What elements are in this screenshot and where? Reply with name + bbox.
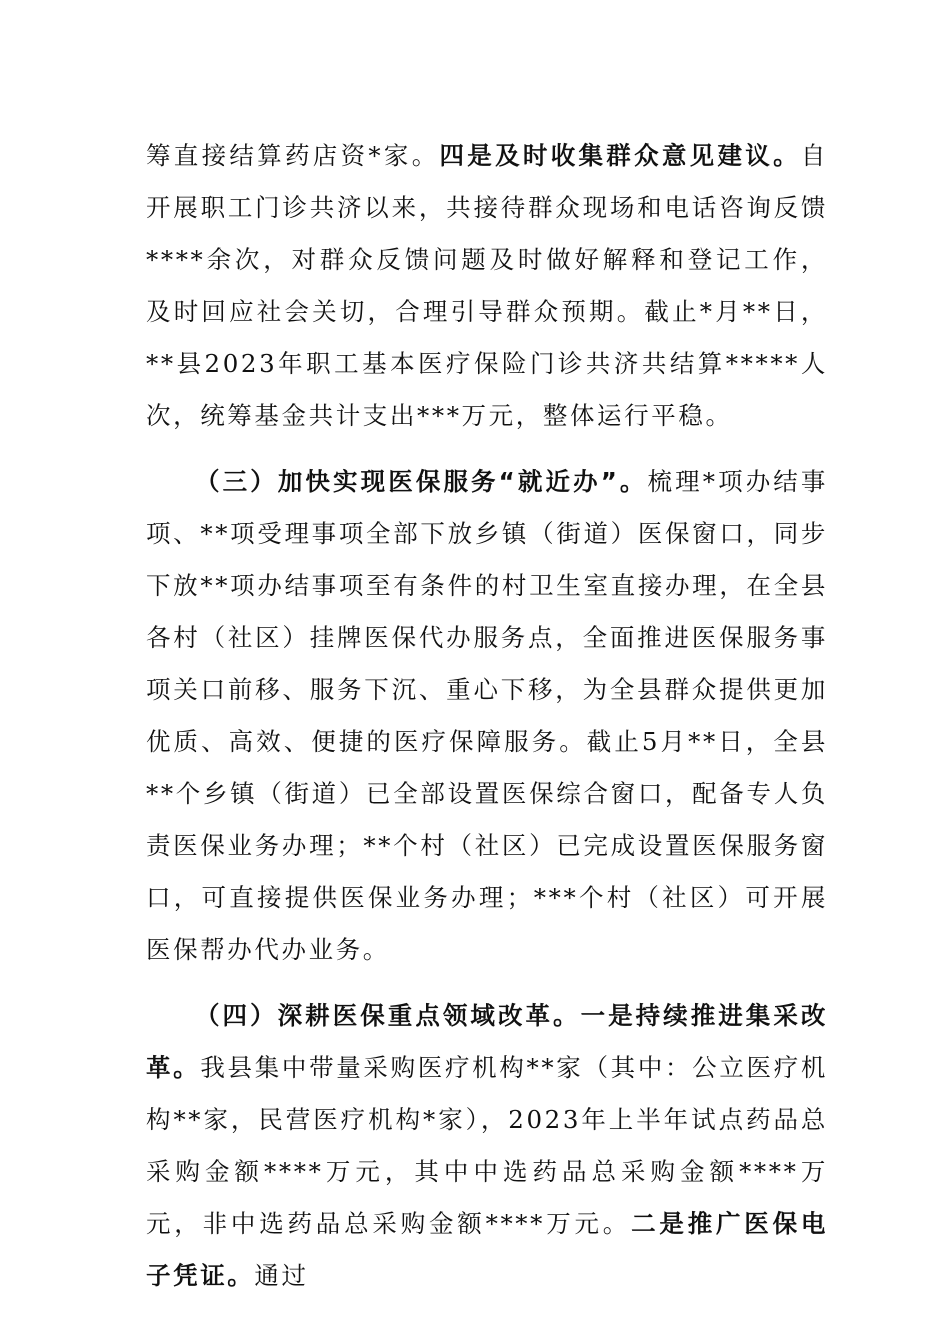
document-page: [146, 130, 828, 1302]
section-heading: （三）加快实现医保服务“就近办”。: [195, 467, 648, 496]
text-segment: 自开展职工门诊共济以来，共接待群众现场和电话咨询反馈****余次，对群众反馈问题及时做好解释和登记工作，及时回应社会关切，合理引导群众预期。截止*月**日，**县2023年职工基本医疗保险门诊共济共结算*****人次，统筹基金共计支出***万元，整体运行平稳。: [146, 141, 828, 430]
text-segment: 我县集中带量采购医疗机构**家（其中：公立医疗机构**家，民营医疗机构*家），2023年上半年试点药品总采购金额****万元，其中中选药品总采购金额****万元，非中选药品总采购金额****万元。: [146, 1053, 828, 1238]
paragraph-section-4: [146, 990, 828, 1302]
paragraph-1: [146, 130, 828, 442]
bold-heading: 四是及时收集群众意见建议。: [439, 141, 801, 170]
text-segment: 通过: [254, 1261, 309, 1290]
section-heading: （四）深耕医保重点领域改革。一是持续推进集采改革。: [146, 1001, 828, 1082]
text-segment: 筹直接结算药店资*家。: [146, 141, 440, 170]
bold-heading: 二是推广医保电子凭证。: [146, 1209, 828, 1290]
paragraph-section-3: [146, 456, 828, 976]
text-segment: 梳理*项办结事项、**项受理事项全部下放乡镇（街道）医保窗口，同步下放**项办结事项至有条件的村卫生室直接办理，在全县各村（社区）挂牌医保代办服务点，全面推进医保服务事项关口前移、服务下沉、重心下移，为全县群众提供更加优质、高效、便捷的医疗保障服务。截止5月**日，全县**个乡镇（街道）已全部设置医保综合窗口，配备专人负责医保业务办理；**个村（社区）已完成设置医保服务窗口，可直接提供医保业务办理；***个村（社区）可开展医保帮办代办业务。: [146, 467, 829, 964]
